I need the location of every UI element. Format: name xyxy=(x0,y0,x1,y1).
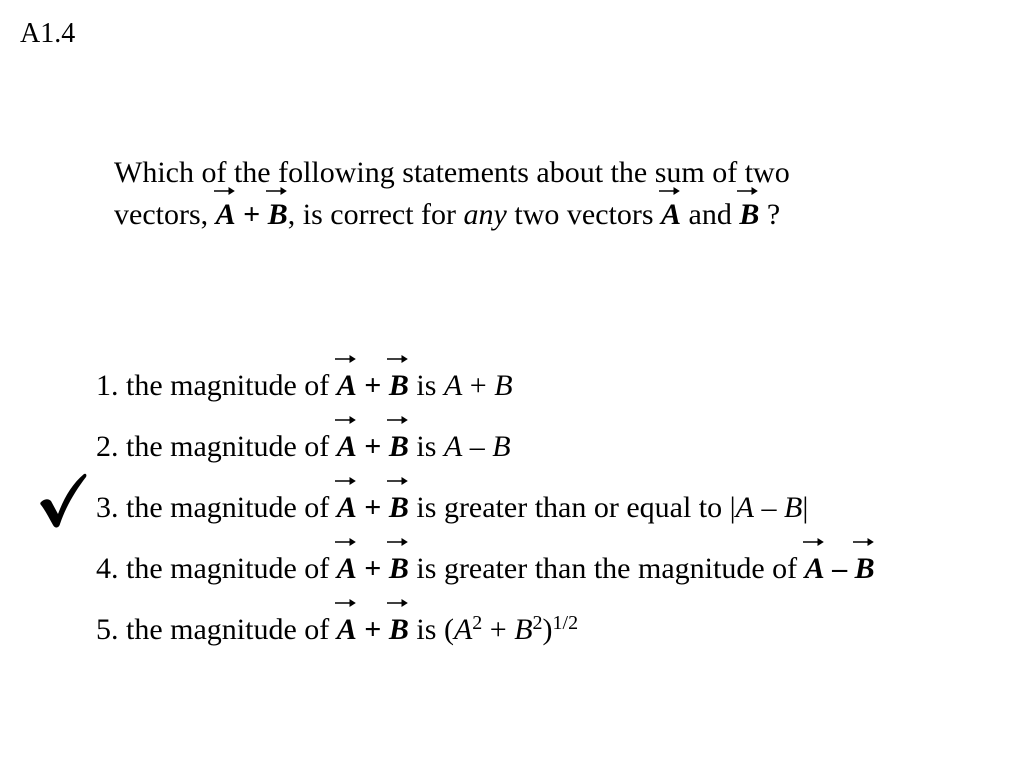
vector-arrow-icon xyxy=(387,536,411,548)
vector-arrow-icon xyxy=(335,597,359,609)
vector-arrow-icon xyxy=(387,597,411,609)
option-3[interactable]: 3. the magnitude of A + B is greater than or equal to |A – B| xyxy=(96,484,1016,545)
option-2[interactable]: 2. the magnitude of A + B is A – B xyxy=(96,423,1016,484)
option-5[interactable]: 5. the magnitude of A + B is $(A^2 + B^2)^{1/2}$ xyxy=(96,606,1016,667)
question-text xyxy=(114,152,934,236)
vector-a: A xyxy=(337,484,357,532)
vector-b: B xyxy=(739,194,759,236)
option-1[interactable]: 1. the magnitude of A + B is A + B xyxy=(96,362,1016,423)
checkmark-icon xyxy=(38,472,88,532)
question-line-2: vectors, A + B , is correct for any two vectors A and B ? xyxy=(114,194,934,236)
option-4[interactable]: 4. the magnitude of A + B is greater than the magnitude of A – B xyxy=(96,545,1016,606)
vector-b: B xyxy=(268,194,288,236)
vector-arrow-icon xyxy=(266,185,290,197)
vector-arrow-icon xyxy=(387,475,411,487)
vector-b: B xyxy=(389,545,409,593)
vector-b: B xyxy=(855,545,875,593)
vector-arrow-icon xyxy=(803,536,827,548)
answer-options xyxy=(96,362,1016,667)
vector-a: A xyxy=(337,362,357,410)
vector-arrow-icon xyxy=(335,536,359,548)
vector-arrow-icon xyxy=(335,475,359,487)
vector-arrow-icon xyxy=(659,185,683,197)
vector-a: A xyxy=(337,606,357,654)
vector-a: A xyxy=(805,545,825,593)
vector-arrow-icon xyxy=(335,353,359,365)
vector-b: B xyxy=(389,423,409,471)
vector-b: B xyxy=(389,606,409,654)
vector-a: A xyxy=(337,545,357,593)
vector-arrow-icon xyxy=(335,414,359,426)
vector-arrow-icon xyxy=(853,536,877,548)
vector-arrow-icon xyxy=(387,353,411,365)
slide-number: A1.4 xyxy=(20,18,76,49)
vector-arrow-icon xyxy=(737,185,761,197)
vector-arrow-icon xyxy=(387,414,411,426)
emphasis-any: any xyxy=(463,198,507,231)
vector-a: A xyxy=(337,423,357,471)
vector-a: A xyxy=(661,194,681,236)
vector-a: A xyxy=(216,194,236,236)
vector-b: B xyxy=(389,362,409,410)
question-line-1: Which of the following statements about the sum of two xyxy=(114,156,790,189)
vector-b: B xyxy=(389,484,409,532)
vector-arrow-icon xyxy=(214,185,238,197)
